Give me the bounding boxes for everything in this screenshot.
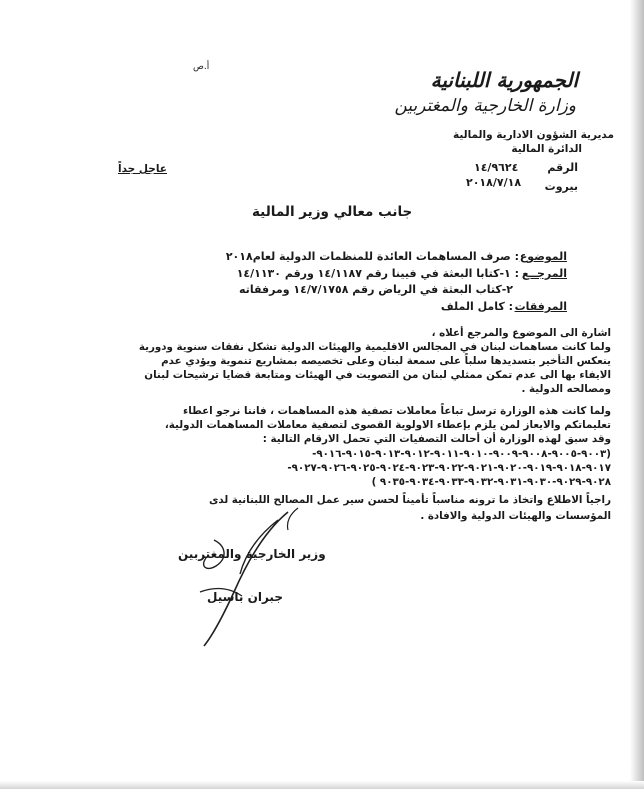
subject-label: الموضوع <box>519 250 567 263</box>
reference-line-1: : ١-كتابا البعثة في فيينا رقم ١٤/١١٨٧ ورقم ١٤/١١٣٠ <box>236 267 519 280</box>
attachments-text: : كامل الملف <box>440 300 513 313</box>
reference-label: المرجــع <box>521 267 567 280</box>
body-line: راجياً الاطلاع واتخاذ ما ترونه مناسباً تأميناً لحسن سير عمل المصالح اللبنانية لدى <box>208 494 611 506</box>
body-line: وقد سبق لهذه الوزارة أن أحالت التصفيات التي تحمل الارقام التالية : <box>262 433 611 445</box>
copy-mark: أ.ص <box>193 62 210 72</box>
number-label: الرقم <box>547 161 578 174</box>
body-line: ومصالحه الدولية . <box>521 383 611 395</box>
body-line: ٩٠١٧-٩٠١٨-٩٠١٩-٩٠٢٠-٩٠٢١-٩٠٢٢-٩٠٢٣-٩٠٢٤-٩٠٢٥-٩٠٢٦-٩٠٢٧- <box>287 462 611 474</box>
place-label: بيروت <box>544 180 578 193</box>
attachments-label: المرفقات <box>514 300 567 313</box>
addressee: جانب معالي وزير المالية <box>252 204 413 220</box>
letterhead-republic: الجمهورية اللبنانية <box>430 68 578 92</box>
scan-shadow-right <box>630 0 644 789</box>
scan-shadow-bottom <box>0 781 644 789</box>
number-value: ١٤/٩٦٢٤ <box>474 161 519 174</box>
body-line: اشارة الى الموضوع والمرجع أعلاه ، <box>431 327 611 339</box>
body-line: ينعكس التأخير بتسديدها سلباً على سمعة لبنان وعلى تخصيصه بمشاريع تنموية ويؤدي عدم <box>161 355 611 367</box>
body-line: ولما كانت مساهمات لبنان في المجالس الاقليمية والهيئات الدولية تشكل نفقات سنوية ودورية <box>138 341 611 353</box>
signatory-title: وزير الخارجية والمغتربين <box>178 547 326 561</box>
body-line: المؤسسات والهيئات الدولية والافادة . <box>420 510 611 522</box>
handwritten-signature <box>170 500 310 650</box>
letterhead-department: الدائرة المالية <box>511 143 582 155</box>
signatory-name: جبران باسيل <box>207 590 283 604</box>
body-line: ٩٠٢٨-٩٠٢٩-٩٠٣٠-٩٠٣١-٩٠٣٢-٩٠٣٣-٩٠٣٤-٩٠٣٥ ) <box>371 476 611 488</box>
subject-text: : صرف المساهمات العائدة للمنظمات الدولية لعام٢٠١٨ <box>225 250 519 263</box>
body-line: الايفاء بها الى عدم تمكن ممثلي لبنان من التصويت في الهيئات ومتابعة قضايا ترشيحات لبنان <box>144 369 611 381</box>
body-line: (٩٠٠٣-٩٠٠٥-٩٠٠٨-٩٠٠٩-٩٠١٠-٩٠١١-٩٠١٢-٩٠١٣-٩٠١٥-٩٠١٦- <box>312 448 611 460</box>
letterhead-ministry: وزارة الخارجية والمغتربين <box>394 96 576 116</box>
urgency-note: عاجل جداً <box>118 163 167 175</box>
date-value: ٢٠١٨/٧/١٨ <box>466 176 522 189</box>
body-line: ولما كانت هذه الوزارة ترسل تباعاً معاملات تصفية هذه المساهمات ، فاننا نرجو اعطاء <box>182 405 611 417</box>
letterhead-directorate: مديرية الشؤون الادارية والمالية <box>452 129 614 141</box>
body-line: تعليماتكم والايعاز لمن يلزم بإعطاء الاولوية القصوى لتصفية معاملات المساهمات الدولية، <box>164 419 611 431</box>
reference-line-2: ٢-كتاب البعثة في الرياض رقم ١٤/٧/١٧٥٨ ومرفقاته <box>239 283 513 296</box>
